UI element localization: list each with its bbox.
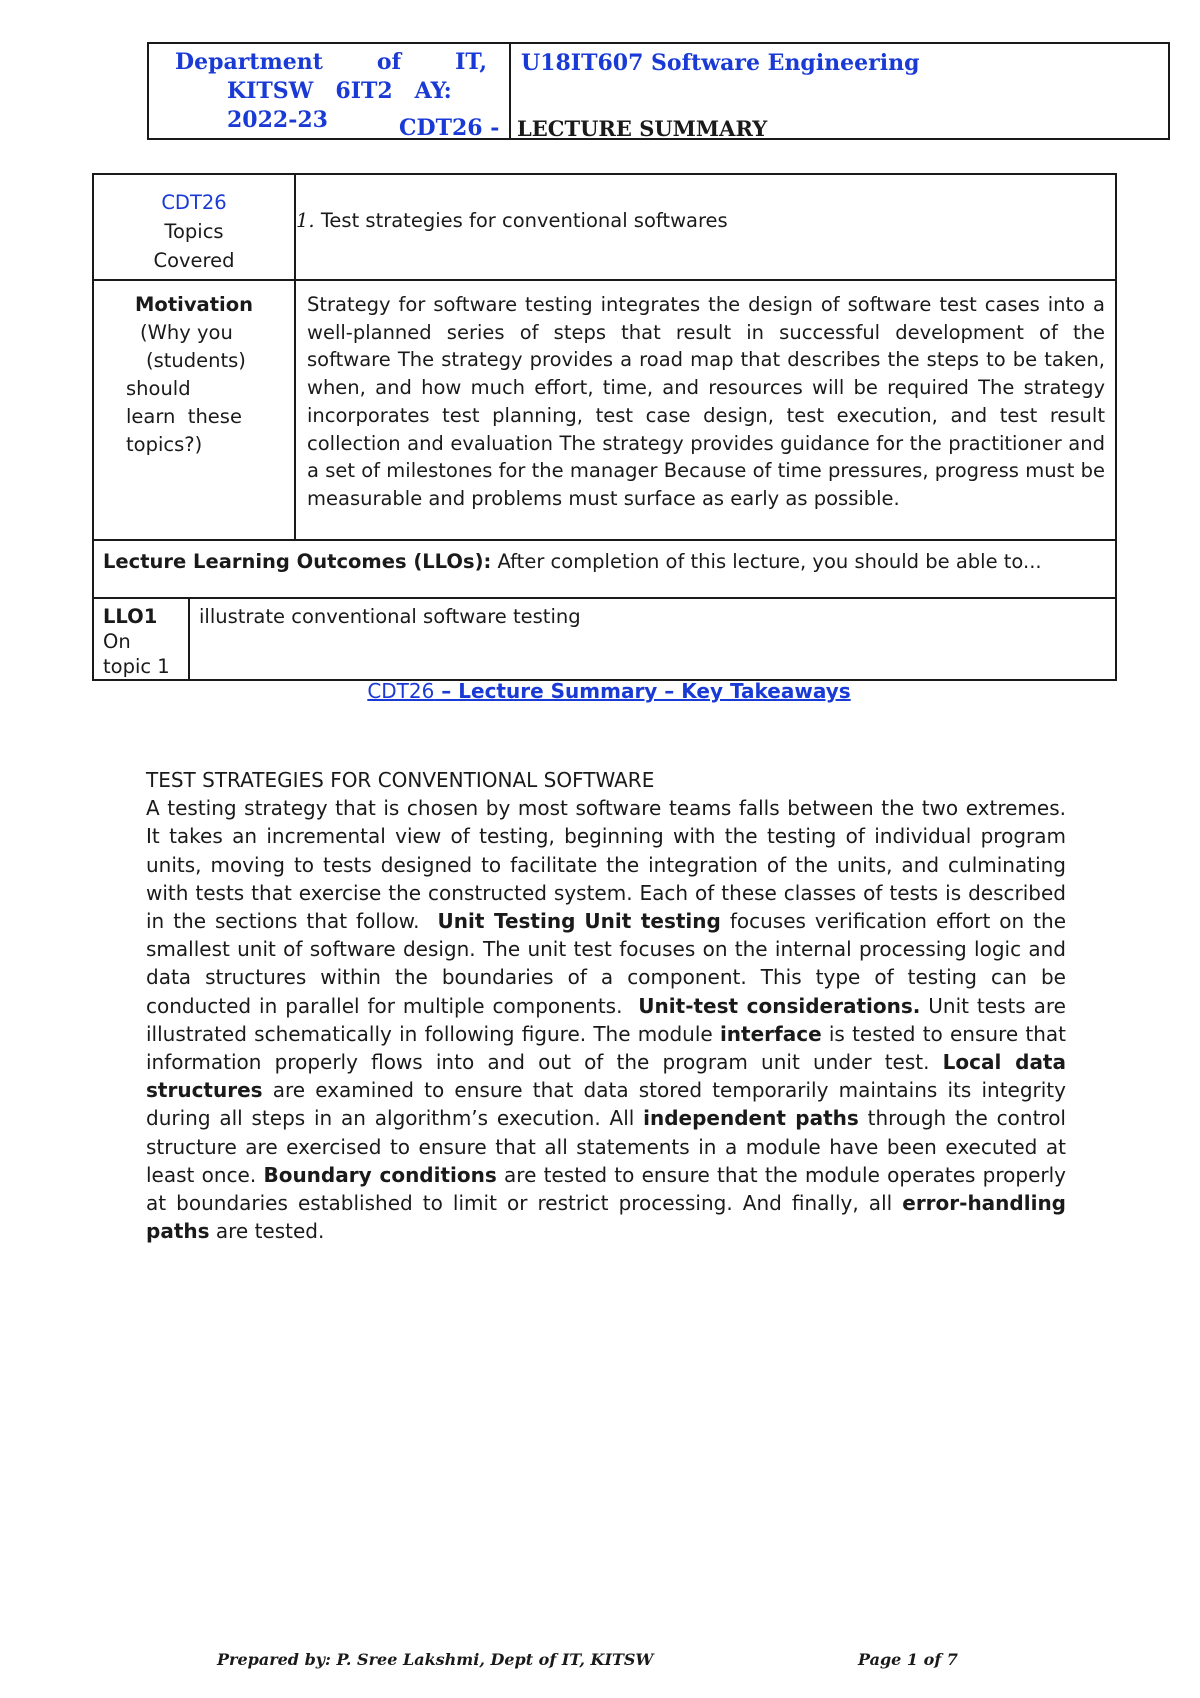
cdt-code: CDT26 - [399, 115, 500, 141]
dept-word: of [376, 49, 402, 75]
dept-word: IT, [455, 49, 487, 75]
motivation-label-cell [94, 281, 296, 539]
llo-heading: Lecture Learning Outcomes (LLOs): [103, 550, 492, 573]
interface-term: interface [719, 1021, 822, 1046]
llo-intro: After completion of this lecture, you should be able to... [491, 550, 1042, 573]
lecture-body [146, 766, 1066, 1245]
topic-table [92, 173, 1117, 681]
topics-row [94, 175, 1115, 281]
document-header [147, 42, 1170, 140]
unit-testing-title: Unit Testing [437, 909, 576, 934]
academic-year: 2022-23 [227, 107, 328, 133]
llo-label-cell [94, 599, 190, 679]
topics-label-2: Covered [153, 249, 235, 272]
llo-heading-row [94, 541, 1115, 599]
section-heading: TEST STRATEGIES FOR CONVENTIONAL SOFTWARE [146, 768, 655, 792]
error-handling-paths-term: error-handling paths [146, 1191, 1066, 1244]
course-info [511, 44, 1168, 141]
takeaways-text: – Lecture Summary – Key Takeaways [434, 679, 851, 703]
llo-row [94, 599, 1115, 679]
department-info [149, 44, 511, 141]
llo-on: On [103, 630, 131, 653]
topics-label: Topics [164, 220, 224, 243]
topics-label-cell [94, 175, 296, 279]
motivation-sub: learn these [126, 405, 242, 428]
page-of: of [923, 1650, 942, 1669]
footer-prepared-by: Prepared by: P. Sree Lakshmi, Dept of IT, KITSW [217, 1650, 654, 1669]
page-total: 7 [946, 1650, 958, 1669]
motivation-sub: topics?) [126, 433, 203, 456]
class-section: 6IT2 [335, 78, 393, 104]
institution: KITSW [227, 78, 314, 104]
llo-topic: topic 1 [103, 655, 170, 678]
body-paragraph [146, 794, 1066, 1245]
dept-word: Department [175, 49, 323, 75]
body-text: are tested to ensure that the module operates properly at boundaries established to limit or restrict processing. And finally, all [146, 1162, 1066, 1216]
dept-line2 [175, 77, 509, 106]
independent-paths-term: independent paths [643, 1106, 859, 1131]
body-text: Unit tests are illustrated schematically in following figure. The module [146, 993, 1066, 1046]
intro-text: A testing strategy that is chosen by most software teams falls between the two extremes. It takes an incremental view of testing, beginning with the testing of individual program units, moving to tests designed to facilitate the integration of the units, and culminating with tests that exercise the constructed system. Each of these classes of tests is described in the sections that follow. [146, 796, 1066, 934]
key-takeaways-heading [0, 679, 1200, 703]
page-label: Page [858, 1650, 902, 1669]
motivation-sub: (students) [146, 349, 246, 372]
topics-cdt: CDT26 [161, 191, 227, 214]
unit-testing-term: Unit testing [584, 909, 721, 934]
body-text: are examined to ensure that data stored temporarily maintains its integrity during all steps in an algorithm’s execution. All [146, 1078, 1066, 1131]
motivation-text: Strategy for software testing integrates the design of software test cases into a well-planned series of steps that result in successful development of the software The strategy provides a road map that describes the steps to be taken, when, and how much effort, time, and resources will be required The strategy incorporates test planning, test case design, test execution, and test result collection and evaluation The strategy provides guidance for the practitioner and a set of milestones for the manager Because of time pressures, progress must be measurable and problems must surface as early as possible. [307, 293, 1105, 510]
page-current: 1 [906, 1650, 919, 1669]
body-text: through the control structure are exercised to ensure that all statements in a module have been executed at least once. [146, 1106, 1066, 1187]
motivation-row [94, 281, 1115, 541]
academic-year-label: AY: [414, 78, 452, 104]
body-text: focuses verification effort on the smallest unit of software design. The unit test focuses on the internal processing logic and data structures within the boundaries of a component. This type of testing can be conducted in parallel for multiple components. [146, 909, 1067, 1018]
motivation-sub: (Why you [140, 321, 233, 344]
dept-line1 [175, 48, 487, 77]
lecture-summary-label: LECTURE SUMMARY [517, 116, 768, 141]
boundary-conditions-term: Boundary conditions [263, 1162, 497, 1187]
llo-text: illustrate conventional software testing [199, 605, 581, 628]
topic-item: Test strategies for conventional softwares [320, 209, 728, 232]
local-data-structures-term: Local data structures [146, 1050, 1066, 1103]
unit-test-considerations-term: Unit-test considerations. [638, 993, 921, 1018]
takeaways-cdt: CDT26 [367, 679, 435, 703]
motivation-sub: should [126, 377, 191, 400]
topic-number: 1. [296, 209, 315, 232]
course-title: U18IT607 Software Engineering [521, 50, 920, 76]
footer-page-number [858, 1650, 958, 1669]
body-text: are tested. [209, 1219, 325, 1244]
body-text: is tested to ensure that information properly flows into and out of the program unit under test. [146, 1021, 1066, 1075]
llo-id: LLO1 [103, 605, 158, 628]
motivation-title: Motivation [135, 293, 253, 316]
llo-heading-text [103, 548, 1042, 597]
topics-content-cell [296, 175, 1115, 279]
